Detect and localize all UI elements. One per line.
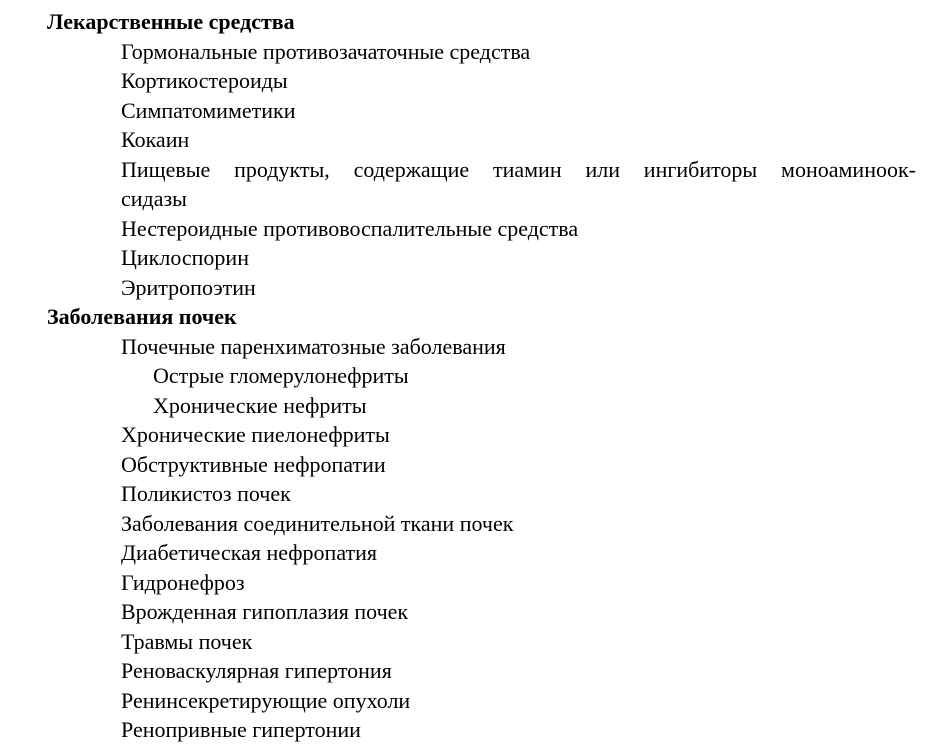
list-item: Обструктивные нефропатии: [121, 451, 386, 477]
list-item: Гидронефроз: [121, 569, 245, 595]
word: моноаминоок-: [781, 156, 916, 182]
word: продукты,: [234, 156, 330, 182]
list-item: Циклоспорин: [121, 245, 249, 270]
list-item: Ренинсекретирующие опухоли: [121, 687, 411, 713]
list-item: Симпатомиметики: [121, 97, 296, 123]
word: тиамин: [492, 156, 562, 182]
list-item: Нестероидные противовоспалительные средства: [121, 215, 579, 241]
list-item: Заболевания соединительной ткани почек: [121, 510, 514, 536]
list-item: Гормональные противозачаточные средства: [121, 38, 531, 64]
list-item: Кортикостероиды: [121, 68, 288, 93]
list-item: Хронические пиелонефриты: [121, 422, 390, 447]
list-item: Почечные паренхиматозные заболевания: [121, 333, 506, 359]
section-heading-kidney-diseases: Заболевания почек: [47, 304, 237, 329]
list-item: Ренопривные гипертонии: [121, 717, 361, 742]
word: ингибиторы: [643, 156, 758, 182]
list-item: Диабетическая нефропатия: [121, 540, 378, 565]
list-item: Врожденная гипоплазия почек: [121, 599, 409, 624]
word: или: [585, 156, 620, 182]
list-item-wrapped-continuation: сидазы: [121, 186, 187, 211]
list-item: Поликистоз почек: [121, 481, 291, 506]
list-subitem: Хронические нефриты: [153, 392, 367, 418]
list-item: Кокаин: [121, 127, 190, 152]
list-item: Эритропоэтин: [121, 274, 256, 300]
word: содержащие: [353, 156, 470, 182]
word: Пищевые: [121, 156, 211, 182]
list-subitem: Острые гломерулонефриты: [153, 363, 409, 388]
list-item-wrapped-first-line: [0, 155, 937, 185]
section-heading-drugs: Лекарственные средства: [47, 9, 295, 34]
document-page: [0, 7, 937, 745]
list-item: Травмы почек: [121, 628, 253, 654]
list-item: Реноваскулярная гипертония: [121, 658, 392, 683]
